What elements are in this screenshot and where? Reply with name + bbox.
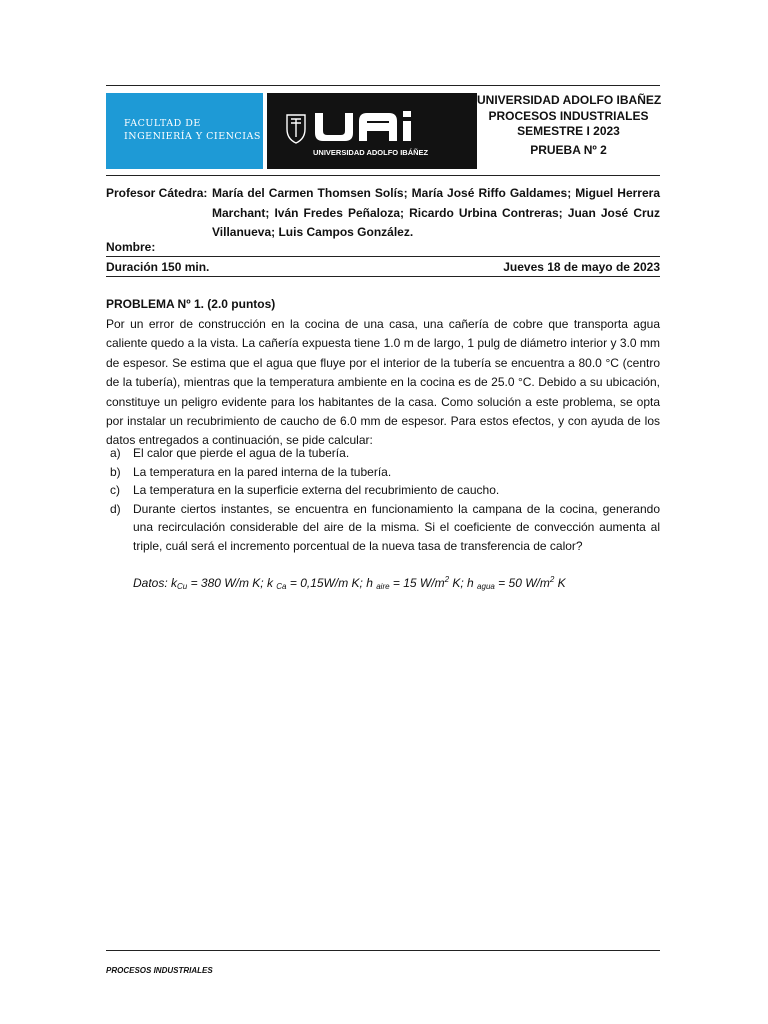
item-text: El calor que pierde el agua de la tubería. bbox=[133, 446, 350, 460]
datos-part-2: = 0,15W/m K; h bbox=[286, 576, 377, 590]
datos-sup-4: 2 bbox=[549, 575, 555, 584]
professor-label: Profesor Cátedra: bbox=[106, 186, 208, 200]
footer-rule bbox=[106, 950, 660, 951]
datos-part-4: = 50 W/m bbox=[494, 576, 550, 590]
datos-part-1: = 380 W/m K; k bbox=[187, 576, 277, 590]
item-marker: d) bbox=[110, 501, 121, 516]
footer-text: PROCESOS INDUSTRIALES bbox=[106, 966, 213, 975]
datos-sub-agua: agua bbox=[477, 582, 495, 591]
list-item bbox=[106, 463, 660, 482]
course-name: PROCESOS INDUSTRIALES bbox=[488, 108, 649, 123]
item-marker: a) bbox=[110, 446, 121, 460]
university-name: UNIVERSIDAD ADOLFO IBAÑEZ bbox=[477, 93, 662, 107]
list-item bbox=[106, 444, 660, 463]
faculty-line-1: FACULTAD DE bbox=[124, 118, 201, 129]
datos-part-3b: K; h bbox=[449, 576, 478, 590]
datos-sub-cu: Cu bbox=[177, 582, 188, 591]
datos-part-4b: K bbox=[554, 576, 566, 590]
problem-statement: Por un error de construcción en la cocina de una casa, una cañería de cobre que transporta agua caliente quedo a la vista. La cañería expuesta tiene 1.0 m de largo, 1 pulg de diámetro interior y 3.0 mm de espesor. Se estima que el agua que fluye por el interior de la tubería se encuentra a 80.0 °C (centro de la tubería), mientras que la temperatura ambiente en la cocina es de 25.0 °C. Debido a su ubicación, constituye un peligro evidente para los habitantes de la casa. Como solución a este problema, se opta por instalar un recubrimiento de caucho de 6.0 mm de espesor. Para estos efectos, y con ayuda de los datos entregados a continuación, se pide calcular: bbox=[106, 317, 660, 448]
item-marker: b) bbox=[110, 464, 121, 479]
faculty-line-2: INGENIERÍA Y CIENCIAS bbox=[124, 131, 261, 142]
datos-sub-ca: Ca bbox=[276, 582, 287, 591]
question-list bbox=[106, 444, 660, 555]
faculty-logo bbox=[106, 93, 263, 169]
info-rule bbox=[106, 276, 660, 277]
item-marker: c) bbox=[110, 483, 120, 497]
list-item bbox=[106, 481, 660, 500]
list-item bbox=[106, 500, 660, 556]
semester: SEMESTRE I 2023 bbox=[517, 124, 620, 138]
item-text: Durante ciertos instantes, se encuentra en funcionamiento la campana de la cocina, generando una recirculación considerable del aire de la misma. Si el coeficiente de convección aumenta al triple, cuál será el incremento porcentual de la nueva tasa de transferencia de calor? bbox=[133, 501, 660, 553]
item-text: La temperatura en la superficie externa del recubrimiento de caucho. bbox=[133, 483, 500, 497]
datos-prefix: Datos: k bbox=[133, 576, 178, 590]
test-number: PRUEBA Nº 2 bbox=[530, 142, 607, 157]
logo-university-name: UNIVERSIDAD ADOLFO IBÁÑEZ bbox=[313, 148, 429, 157]
professor-names: María del Carmen Thomsen Solís; María José Riffo Galdames; Miguel Herrera Marchant; Iván Fredes Peñaloza; Ricardo Urbina Contreras; Juan José Cruz Villanueva; Luis Campos González. bbox=[212, 186, 660, 239]
top-rule bbox=[106, 85, 660, 86]
university-logo bbox=[267, 93, 477, 169]
duration: Duración 150 min. bbox=[106, 260, 210, 274]
name-label: Nombre: bbox=[106, 240, 156, 254]
document-header bbox=[106, 93, 660, 169]
datos-sub-aire: aire bbox=[376, 582, 390, 591]
data-line bbox=[133, 575, 566, 591]
item-text: La temperatura en la pared interna de la tubería. bbox=[133, 464, 392, 479]
problem-title: PROBLEMA Nº 1. (2.0 puntos) bbox=[106, 297, 276, 311]
header-rule bbox=[106, 175, 660, 176]
uai-emblem-icon bbox=[267, 93, 477, 169]
datos-part-3: = 15 W/m bbox=[389, 576, 445, 590]
exam-date: Jueves 18 de mayo de 2023 bbox=[503, 260, 660, 274]
course-heading bbox=[477, 93, 660, 158]
datos-sup-3: 2 bbox=[444, 575, 450, 584]
name-rule bbox=[106, 256, 660, 257]
